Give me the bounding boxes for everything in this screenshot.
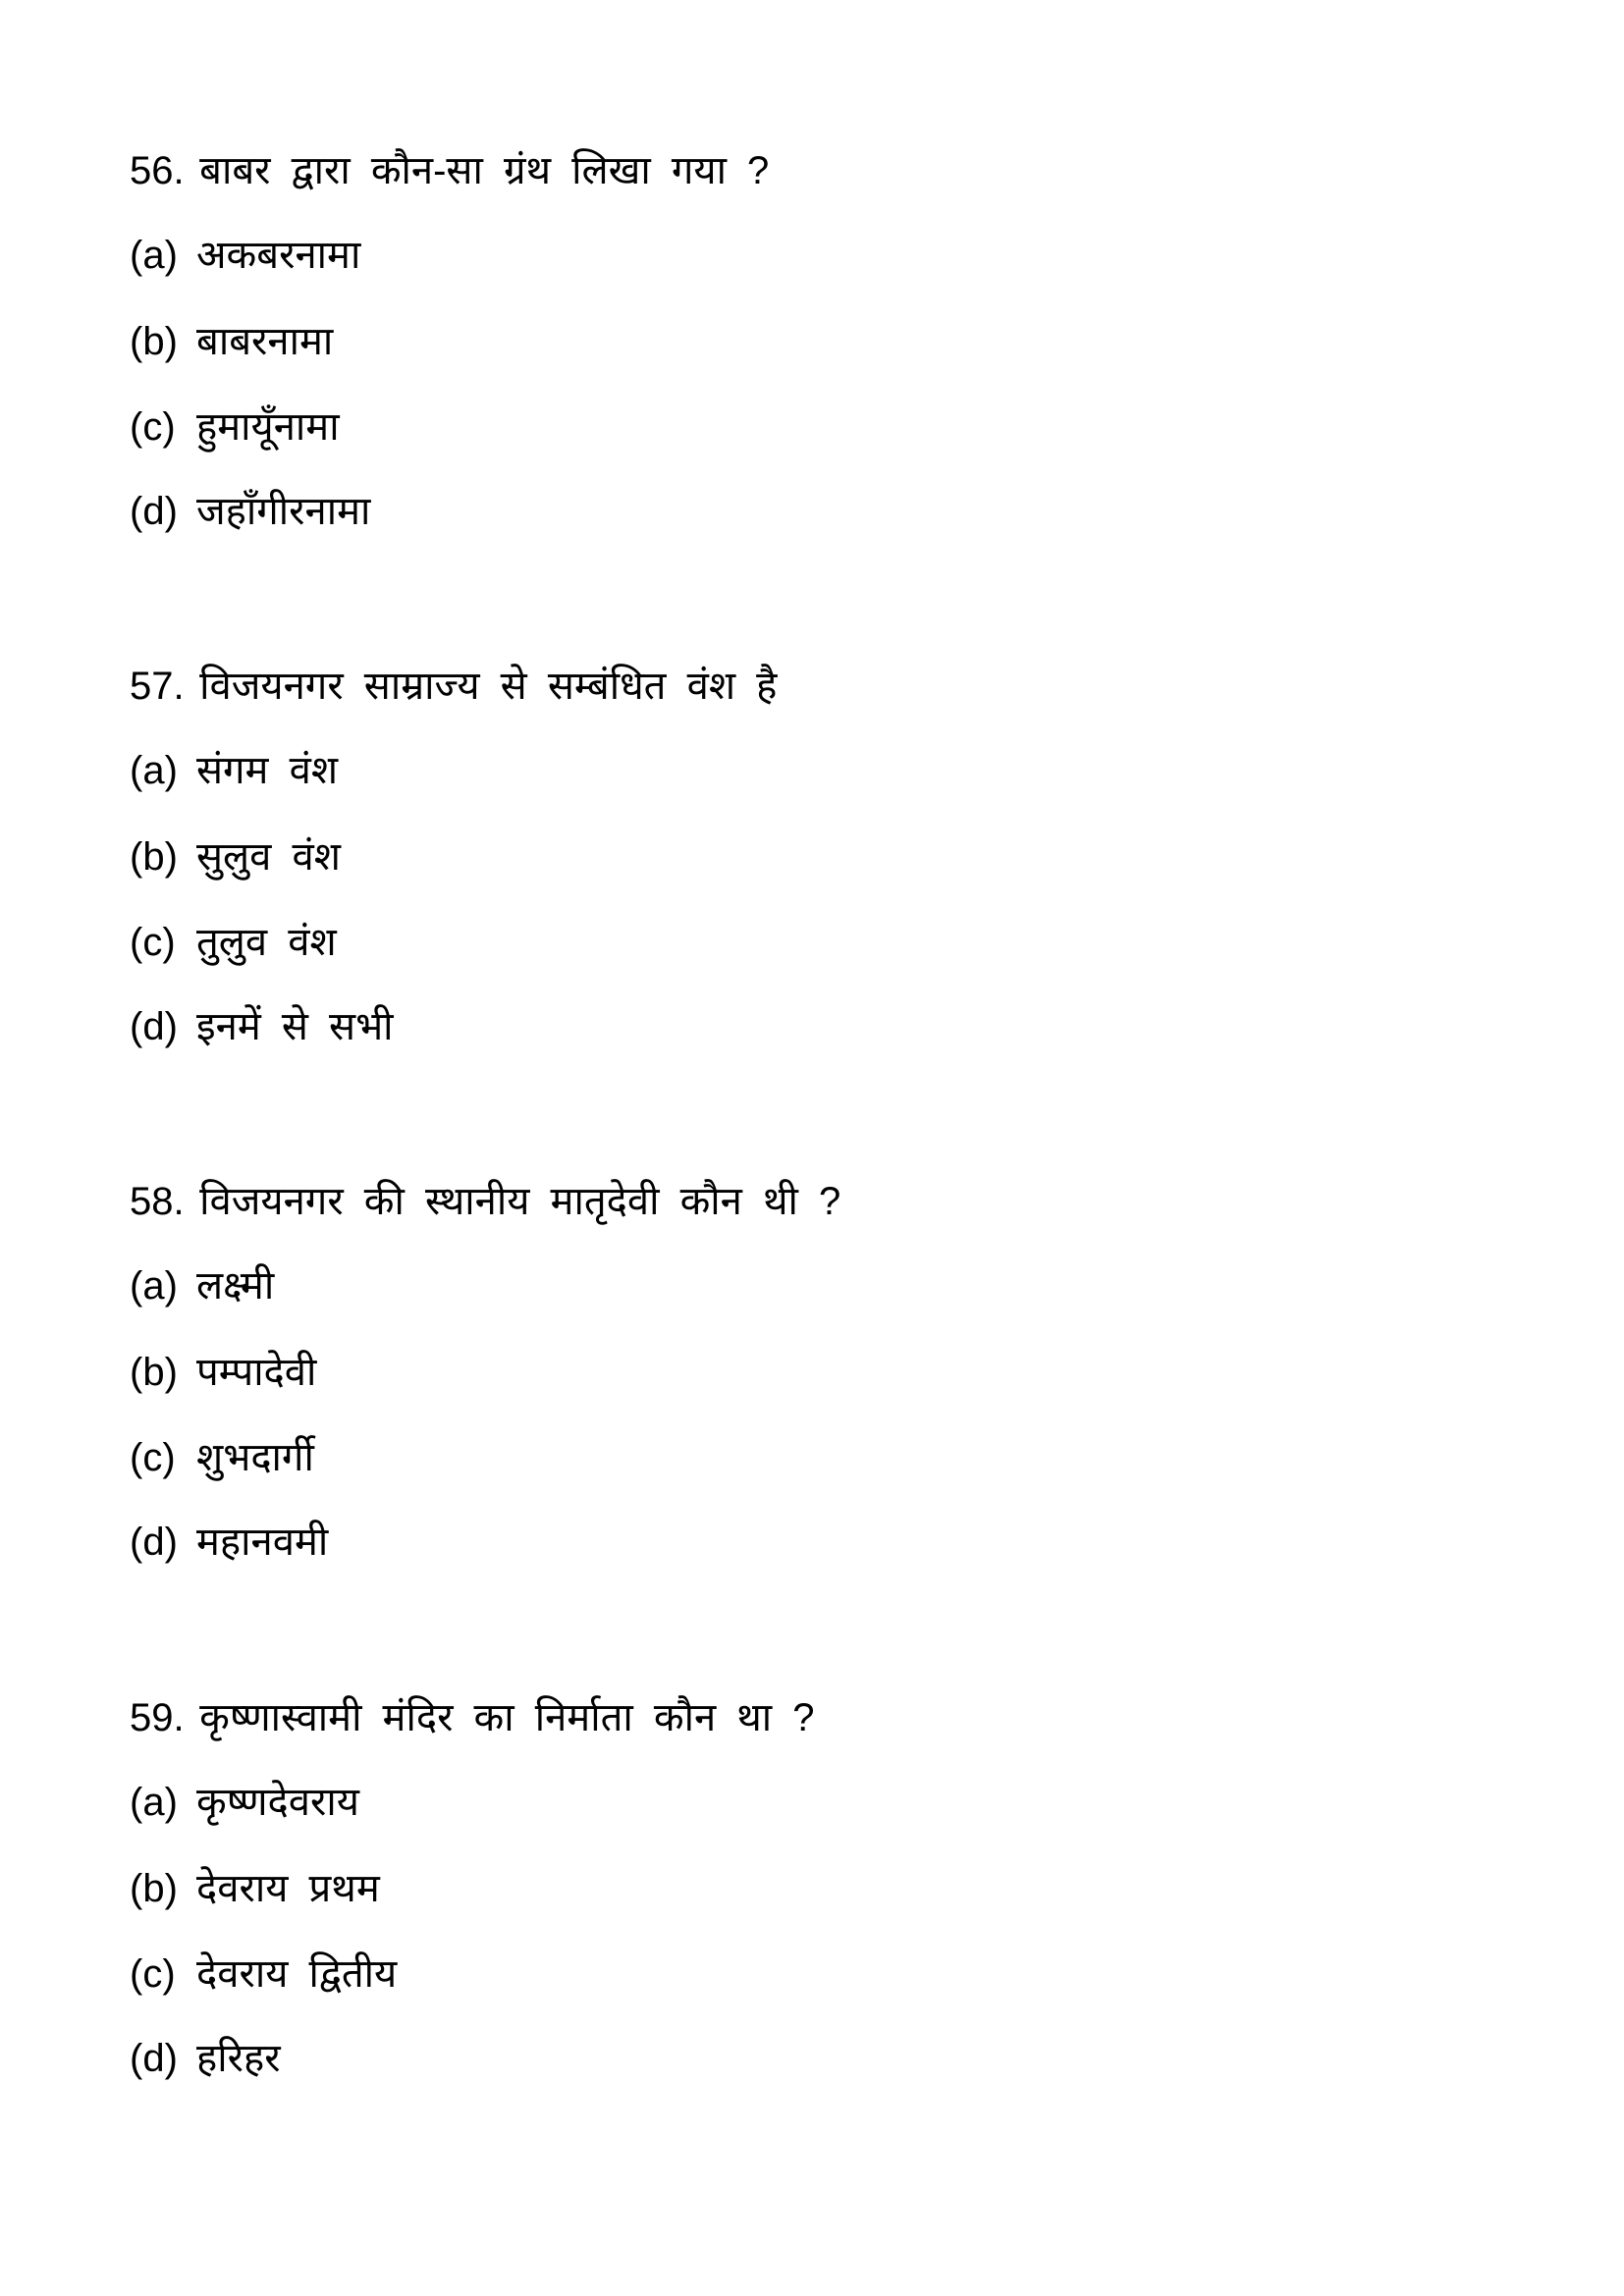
option-d xyxy=(130,1007,394,1046)
question-text-line xyxy=(130,667,777,706)
option-a xyxy=(130,236,360,275)
option-b xyxy=(130,322,333,361)
option-label: (b) xyxy=(130,1351,178,1394)
question-number: 56. xyxy=(130,149,185,192)
option-label: (d) xyxy=(130,2037,178,2080)
option-label: (d) xyxy=(130,490,178,533)
option-b xyxy=(130,837,341,877)
option-label: (c) xyxy=(130,405,176,449)
option-label: (c) xyxy=(130,921,176,964)
option-d xyxy=(130,1522,328,1562)
option-c xyxy=(130,1954,397,1994)
option-a xyxy=(130,1266,274,1306)
question-text: बाबर द्वारा कौन-सा ग्रंथ लिखा गया ? xyxy=(199,149,770,192)
question-number: 58. xyxy=(130,1180,185,1223)
option-text: इनमें से सभी xyxy=(196,1005,394,1048)
option-c xyxy=(130,1438,314,1477)
option-text: देवराय प्रथम xyxy=(196,1867,380,1910)
option-label: (d) xyxy=(130,1005,178,1048)
option-text: पम्पादेवी xyxy=(196,1351,317,1394)
option-label: (b) xyxy=(130,835,178,879)
question-text: कृष्णास्वामी मंदिर का निर्माता कौन था ? xyxy=(199,1696,815,1739)
option-a xyxy=(130,751,338,790)
option-label: (b) xyxy=(130,320,178,363)
option-a xyxy=(130,1783,359,1822)
option-label: (c) xyxy=(130,1436,176,1479)
option-c xyxy=(130,407,340,447)
option-text: बाबरनामा xyxy=(196,320,334,363)
question-text: विजयनगर साम्राज्य से सम्बंधित वंश है xyxy=(199,665,778,708)
question-text-line xyxy=(130,151,769,190)
option-text: देवराय द्वितीय xyxy=(196,1952,398,1996)
option-text: सुलुव वंश xyxy=(196,835,341,879)
question-text-line xyxy=(130,1698,815,1737)
option-text: शुभदार्गी xyxy=(196,1436,314,1479)
question-number: 57. xyxy=(130,665,185,708)
option-text: अकबरनामा xyxy=(196,234,361,277)
question-number: 59. xyxy=(130,1696,185,1739)
option-text: संगम वंश xyxy=(196,749,339,792)
option-text: महानवमी xyxy=(196,1521,329,1564)
option-label: (a) xyxy=(130,1781,178,1824)
question-text: विजयनगर की स्थानीय मातृदेवी कौन थी ? xyxy=(199,1180,841,1223)
option-label: (a) xyxy=(130,749,178,792)
option-b xyxy=(130,1353,316,1392)
option-label: (a) xyxy=(130,234,178,277)
option-d xyxy=(130,2039,281,2078)
option-text: तुलुव वंश xyxy=(196,921,337,964)
option-label: (a) xyxy=(130,1264,178,1308)
option-label: (c) xyxy=(130,1952,176,1996)
question-text-line xyxy=(130,1182,840,1221)
option-text: हरिहर xyxy=(196,2037,281,2080)
option-label: (d) xyxy=(130,1521,178,1564)
option-text: लक्ष्मी xyxy=(196,1264,275,1308)
option-text: कृष्णदेवराय xyxy=(196,1781,359,1824)
option-b xyxy=(130,1869,380,1908)
option-d xyxy=(130,492,370,531)
option-text: हुमायूँनामा xyxy=(196,405,340,449)
option-text: जहाँगीरनामा xyxy=(196,490,371,533)
option-c xyxy=(130,923,337,962)
option-label: (b) xyxy=(130,1867,178,1910)
